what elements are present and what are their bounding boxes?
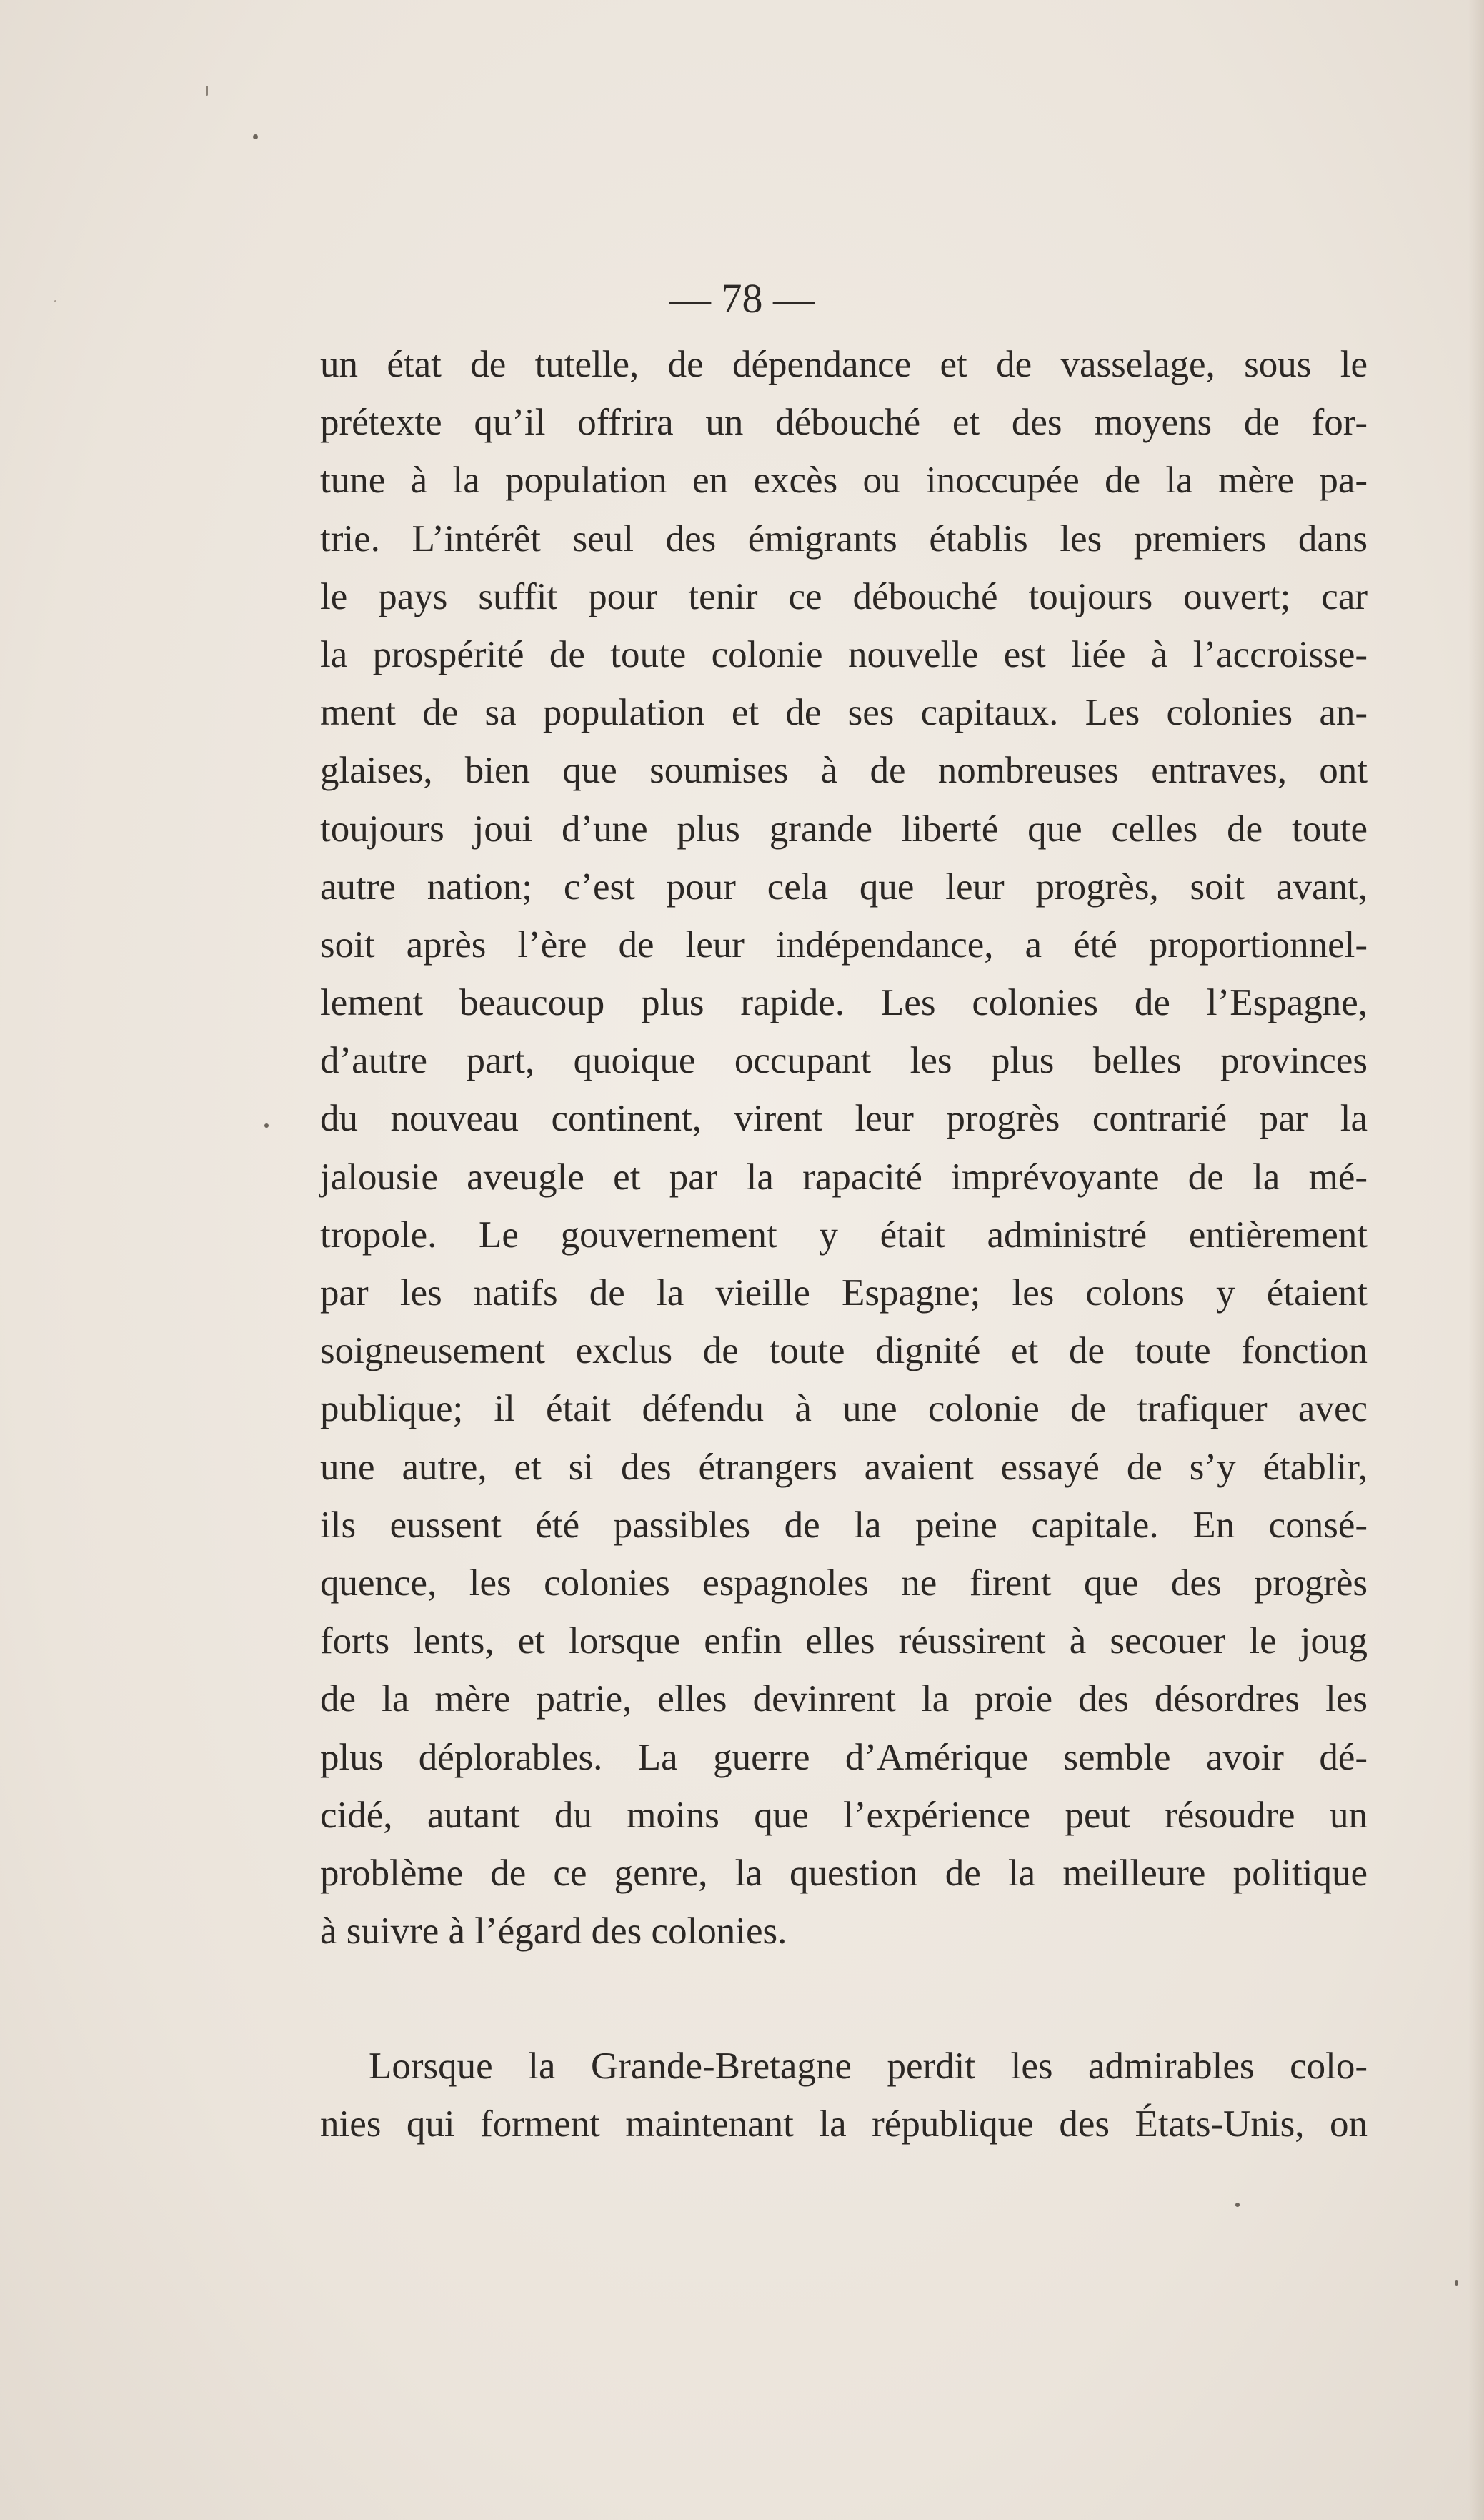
text-line: par les natifs de la vieille Espagne; les colons y étaient bbox=[320, 1272, 1368, 1314]
text-line: le pays suffit pour tenir ce débouché toujours ouvert; car bbox=[320, 575, 1368, 617]
paragraph bbox=[320, 336, 1368, 1960]
text-line: forts lents, et lorsque enfin elles réussirent à secouer le joug bbox=[320, 1620, 1368, 1662]
text-line: d’autre part, quoique occupant les plus belles provinces bbox=[320, 1040, 1368, 1082]
text-line: quence, les colonies espagnoles ne firent que des progrès bbox=[320, 1562, 1368, 1604]
text-line: du nouveau continent, virent leur progrès contrarié par la bbox=[320, 1098, 1368, 1140]
paper-speck bbox=[1235, 2203, 1240, 2207]
text-line: cidé, autant du moins que l’expérience peut résoudre un bbox=[320, 1794, 1368, 1836]
text-line: lement beaucoup plus rapide. Les colonies de l’Espagne, bbox=[320, 982, 1368, 1024]
paper-speck bbox=[206, 86, 208, 96]
text-line: toujours joui d’une plus grande liberté que celles de toute bbox=[320, 808, 1368, 850]
text-line: soit après l’ère de leur indépendance, a été proportionnel- bbox=[320, 923, 1368, 966]
text-line: soigneusement exclus de toute dignité et de toute fonction bbox=[320, 1330, 1368, 1372]
paper-speck bbox=[264, 1123, 269, 1128]
text-line: un état de tutelle, de dépendance et de vasselage, sous le bbox=[320, 344, 1368, 385]
text-line: trie. L’intérêt seul des émigrants établis les premiers dans bbox=[320, 517, 1368, 560]
body-text bbox=[320, 336, 1368, 2154]
paragraph bbox=[320, 2038, 1368, 2153]
text-line: autre nation; c’est pour cela que leur progrès, soit avant, bbox=[320, 865, 1368, 908]
text-line: tropole. Le gouvernement y était administré entièrement bbox=[320, 1214, 1368, 1256]
text-line: plus déplorables. La guerre d’Amérique semble avoir dé- bbox=[320, 1736, 1368, 1778]
text-line: de la mère patrie, elles devinrent la proie des désordres les bbox=[320, 1678, 1368, 1720]
text-line: une autre, et si des étrangers avaient essayé de s’y établir, bbox=[320, 1446, 1368, 1488]
page-edge-shadow bbox=[1468, 0, 1484, 2520]
page-number: — 78 — bbox=[669, 275, 815, 322]
text-line: tune à la population en excès ou inoccupée de la mère pa- bbox=[320, 460, 1368, 502]
text-line: ment de sa population et de ses capitaux. Les colonies an- bbox=[320, 692, 1368, 734]
text-line: jalousie aveugle et par la rapacité imprévoyante de la mé- bbox=[320, 1156, 1368, 1198]
paper-speck bbox=[1455, 2280, 1458, 2286]
text-line: publique; il était défendu à une colonie de trafiquer avec bbox=[320, 1388, 1368, 1430]
paper-speck bbox=[253, 134, 258, 139]
text-line: ils eussent été passibles de la peine capitale. En consé- bbox=[320, 1504, 1368, 1546]
text-line: problème de ce genre, la question de la meilleure politique bbox=[320, 1852, 1368, 1894]
paragraph-gap bbox=[320, 1960, 1368, 2038]
text-line: glaises, bien que soumises à de nombreuses entraves, ont bbox=[320, 750, 1368, 792]
text-line: prétexte qu’il offrira un débouché et des moyens de for- bbox=[320, 402, 1368, 444]
text-line: Lorsque la Grande-Bretagne perdit les admirables colo- bbox=[369, 2045, 1368, 2088]
text-line: nies qui forment maintenant la république des États-Unis, on bbox=[320, 2103, 1368, 2146]
text-line: à suivre à l’égard des colonies. bbox=[320, 1910, 787, 1953]
text-line: la prospérité de toute colonie nouvelle est liée à l’accroisse- bbox=[320, 633, 1368, 675]
